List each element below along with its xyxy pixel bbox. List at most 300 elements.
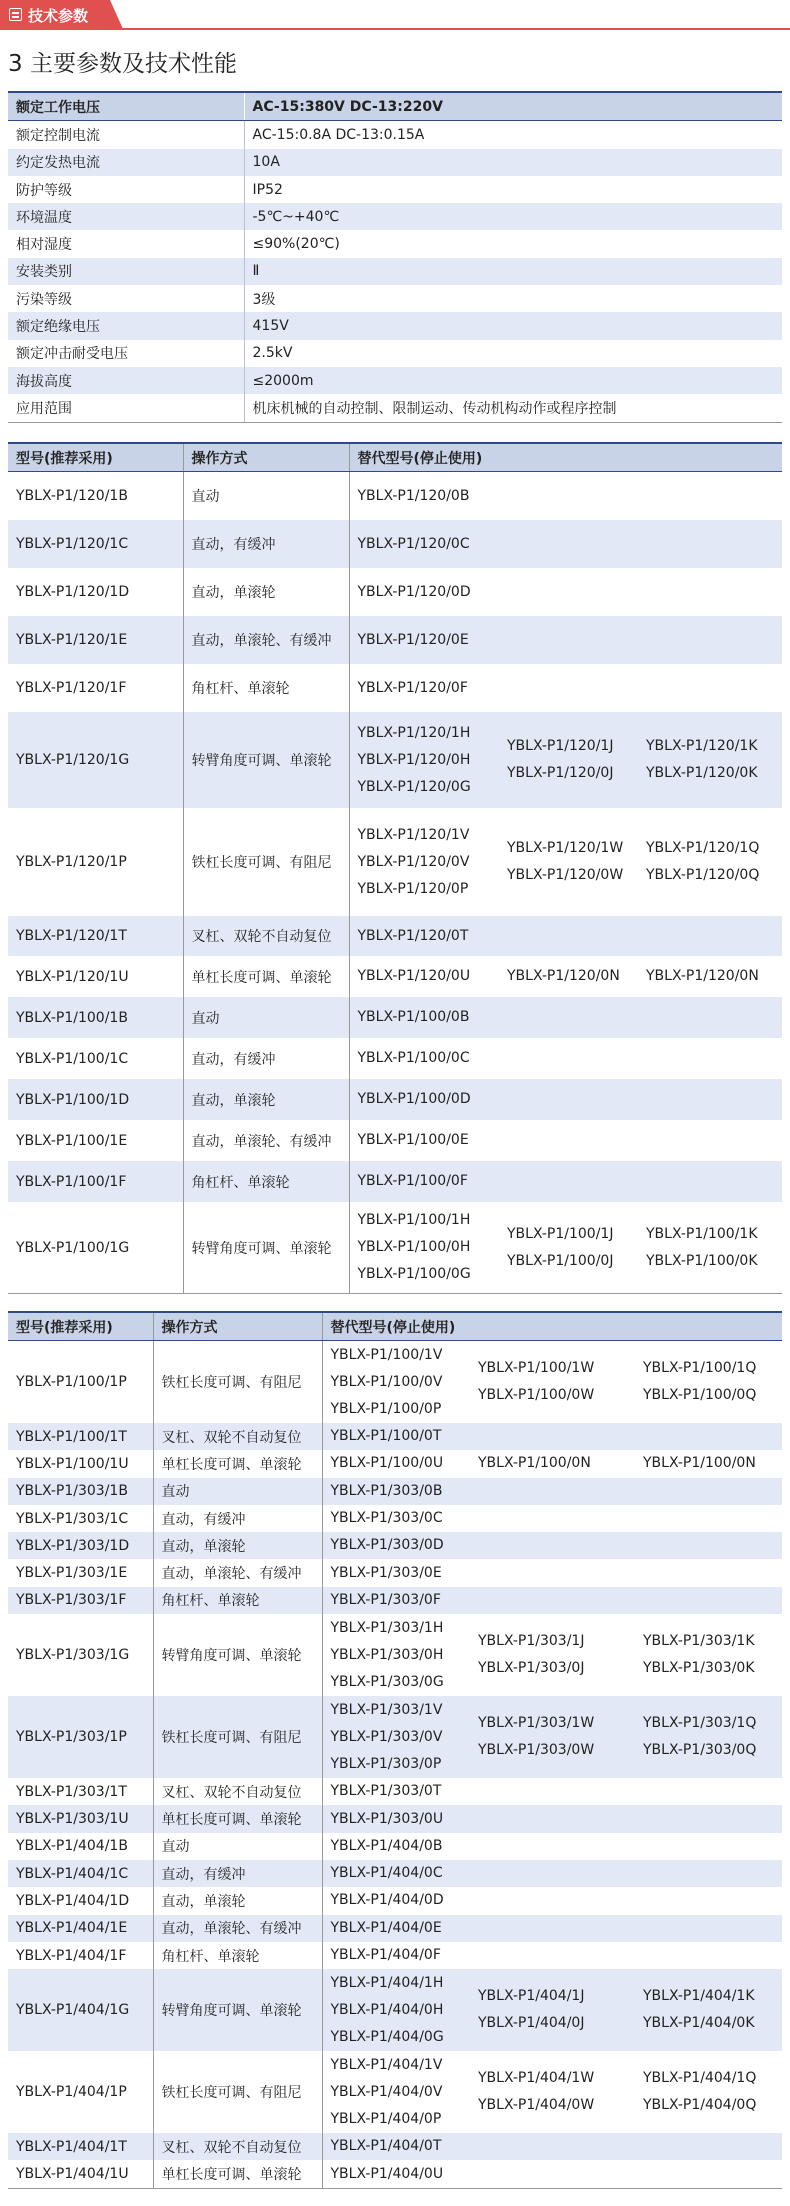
- operation-cell: 直动: [183, 472, 349, 521]
- replacement-model: YBLX-P1/100/0N: [478, 1455, 591, 1472]
- parameter-row: [8, 258, 782, 285]
- replacement-model: YBLX-P1/120/0K: [646, 765, 758, 781]
- replacement-cell: [499, 520, 638, 568]
- replacement-cell: [349, 1038, 499, 1079]
- replacement-cell: [638, 472, 782, 521]
- column-header: 替代型号(停止使用): [322, 1312, 782, 1341]
- replacement-model: YBLX-P1/100/1Q: [643, 1360, 757, 1376]
- replacement-cell: [470, 1887, 635, 1914]
- replacement-cell: [349, 472, 499, 521]
- operation-cell: 角杠杆、单滚轮: [183, 664, 349, 712]
- models-table-1: [8, 442, 782, 1294]
- replacement-model: YBLX-P1/100/0B: [357, 1009, 470, 1025]
- replacement-cell: [635, 1942, 782, 1969]
- replacement-cell: [499, 712, 638, 808]
- replacement-model: YBLX-P1/303/0F: [330, 1591, 441, 1608]
- replacement-cell: [322, 1969, 470, 2051]
- replacement-cell: [635, 2051, 782, 2133]
- replacement-cell: [322, 1505, 470, 1532]
- parameter-name: 额定绝缘电压: [8, 312, 244, 339]
- replacement-cell: [322, 1696, 470, 1778]
- table-row: [8, 1587, 782, 1614]
- replacement-model: YBLX-P1/303/0D: [330, 1537, 444, 1554]
- model-cell: YBLX-P1/303/1E: [8, 1559, 153, 1586]
- replacement-cell: [638, 616, 782, 664]
- table-row: [8, 1969, 782, 2051]
- operation-cell: 直动，有缓冲: [183, 520, 349, 568]
- replacement-cell: [470, 1559, 635, 1586]
- replacement-cell: [635, 1505, 782, 1532]
- operation-cell: 单杠长度可调、单滚轮: [153, 2160, 322, 2188]
- replacement-model: YBLX-P1/100/0Q: [643, 1387, 757, 1403]
- parameter-row: [8, 340, 782, 367]
- replacement-cell: [635, 1450, 782, 1477]
- replacement-model: YBLX-P1/303/1K: [643, 1633, 755, 1650]
- replacement-cell: [638, 808, 782, 916]
- replacement-model: YBLX-P1/120/0N: [646, 968, 759, 984]
- replacement-cell: [638, 1120, 782, 1161]
- replacement-cell: [635, 1805, 782, 1832]
- replacement-cell: [635, 1532, 782, 1559]
- replacement-cell: [322, 1478, 470, 1505]
- model-cell: YBLX-P1/120/1C: [8, 520, 183, 568]
- replacement-model: YBLX-P1/303/0V: [330, 1728, 443, 1745]
- replacement-cell: [322, 1341, 470, 1424]
- replacement-cell: [470, 1341, 635, 1424]
- replacement-cell: [322, 2051, 470, 2133]
- replacement-model: YBLX-P1/303/0H: [330, 1646, 444, 1663]
- model-cell: YBLX-P1/303/1F: [8, 1587, 153, 1614]
- replacement-model: YBLX-P1/404/0F: [330, 1947, 441, 1963]
- table-row: [8, 1038, 782, 1079]
- operation-cell: 单杠长度可调、单滚轮: [153, 1450, 322, 1477]
- replacement-model: YBLX-P1/303/0W: [478, 1742, 595, 1759]
- replacement-model: YBLX-P1/120/0P: [357, 880, 469, 897]
- operation-cell: 叉杠、双轮不自动复位: [183, 916, 349, 956]
- column-header: 操作方式: [183, 443, 349, 472]
- replacement-cell: [322, 1887, 470, 1914]
- replacement-cell: [470, 2133, 635, 2160]
- replacement-cell: [635, 1969, 782, 2051]
- replacement-model: YBLX-P1/100/0G: [357, 1266, 471, 1282]
- model-cell: YBLX-P1/120/1F: [8, 664, 183, 712]
- parameter-value: 3级: [252, 291, 276, 308]
- replacement-model: YBLX-P1/303/1H: [330, 1619, 444, 1636]
- table-row: [8, 1161, 782, 1202]
- replacement-cell: [638, 1161, 782, 1202]
- replacement-model: YBLX-P1/100/0H: [357, 1239, 471, 1255]
- replacement-model: YBLX-P1/303/0P: [330, 1755, 442, 1772]
- replacement-model: YBLX-P1/120/1Q: [646, 840, 760, 856]
- replacement-model: YBLX-P1/404/0K: [643, 2015, 755, 2032]
- table-row: [8, 1614, 782, 1696]
- operation-cell: 单杠长度可调、单滚轮: [183, 956, 349, 997]
- model-cell: YBLX-P1/100/1D: [8, 1079, 183, 1120]
- parameter-name: 海拔高度: [8, 367, 244, 394]
- replacement-model: YBLX-P1/120/0T: [357, 927, 469, 944]
- replacement-model: YBLX-P1/303/0T: [330, 1783, 442, 1800]
- models-table-2: [8, 1311, 782, 2189]
- replacement-model: YBLX-P1/404/1K: [643, 1988, 755, 2005]
- replacement-model: YBLX-P1/100/1W: [478, 1360, 595, 1376]
- parameter-name: 污染等级: [8, 285, 244, 312]
- parameter-value: ≤90%(20℃): [252, 236, 340, 253]
- replacement-cell: [499, 808, 638, 916]
- table-row: [8, 1478, 782, 1505]
- table-row: [8, 1942, 782, 1969]
- replacement-cell: [499, 568, 638, 616]
- replacement-cell: [499, 916, 638, 956]
- model-cell: YBLX-P1/404/1G: [8, 1969, 153, 2051]
- operation-cell: 直动，有缓冲: [153, 1860, 322, 1887]
- operation-cell: 直动，单滚轮、有缓冲: [183, 1120, 349, 1161]
- table-row: [8, 1778, 782, 1805]
- table-row: [8, 1202, 782, 1294]
- table-header-row: [8, 443, 782, 472]
- replacement-cell: [638, 1202, 782, 1294]
- operation-cell: 直动，单滚轮: [183, 568, 349, 616]
- table-row: [8, 1341, 782, 1424]
- replacement-cell: [349, 712, 499, 808]
- replacement-model: YBLX-P1/120/0G: [357, 778, 471, 795]
- model-cell: YBLX-P1/120/1D: [8, 568, 183, 616]
- replacement-cell: [322, 1942, 470, 1969]
- replacement-model: YBLX-P1/100/0F: [357, 1173, 468, 1189]
- operation-cell: 直动，有缓冲: [153, 1505, 322, 1532]
- parameter-value: AC-15:0.8A DC-13:0.15A: [252, 126, 425, 143]
- table-row: [8, 916, 782, 956]
- replacement-model: YBLX-P1/120/1V: [357, 826, 470, 843]
- replacement-cell: [638, 712, 782, 808]
- parameters-table: [8, 91, 782, 423]
- parameter-name: 安装类别: [8, 258, 244, 285]
- parameter-row: [8, 394, 782, 422]
- replacement-model: YBLX-P1/120/0B: [357, 487, 470, 504]
- replacement-model: YBLX-P1/120/0F: [357, 679, 468, 696]
- table-row: [8, 1079, 782, 1120]
- replacement-model: YBLX-P1/303/1J: [478, 1633, 585, 1650]
- replacement-cell: [349, 664, 499, 712]
- replacement-model: YBLX-P1/404/0V: [330, 2083, 443, 2100]
- replacement-model: YBLX-P1/100/0U: [330, 1455, 444, 1472]
- operation-cell: 角杠杆、单滚轮: [153, 1587, 322, 1614]
- document-icon: [9, 8, 22, 21]
- replacement-cell: [638, 916, 782, 956]
- replacement-model: YBLX-P1/100/1K: [646, 1225, 758, 1242]
- parameter-value: 10A: [244, 149, 782, 176]
- replacement-cell: [322, 1532, 470, 1559]
- replacement-model: YBLX-P1/100/1J: [507, 1225, 614, 1242]
- parameter-value: 2.5kV: [252, 345, 293, 362]
- replacement-cell: [470, 1505, 635, 1532]
- replacement-cell: [499, 616, 638, 664]
- replacement-cell: [635, 1696, 782, 1778]
- replacement-cell: [349, 916, 499, 956]
- section-tag-label: 技术参数: [28, 7, 89, 25]
- operation-cell: 铁杠长度可调、有阻尼: [183, 808, 349, 916]
- parameter-row: [8, 176, 782, 203]
- replacement-model: YBLX-P1/404/0G: [330, 2028, 444, 2045]
- replacement-cell: [470, 1614, 635, 1696]
- parameter-row: [8, 285, 782, 312]
- model-cell: YBLX-P1/100/1P: [8, 1341, 153, 1424]
- replacement-cell: [322, 1450, 470, 1477]
- replacement-model: YBLX-P1/303/1W: [478, 1715, 595, 1732]
- replacement-model: YBLX-P1/100/0J: [507, 1252, 614, 1269]
- operation-cell: 直动，单滚轮: [153, 1532, 322, 1559]
- replacement-cell: [499, 664, 638, 712]
- replacement-model: YBLX-P1/100/0E: [357, 1132, 469, 1148]
- replacement-cell: [322, 1423, 470, 1450]
- parameter-value: 机床机械的自动控制、限制运动、传动机构动作或程序控制: [244, 394, 782, 422]
- replacement-model: YBLX-P1/404/0T: [330, 2138, 442, 2155]
- column-header: 操作方式: [153, 1312, 322, 1341]
- header-divider: [0, 28, 790, 30]
- operation-cell: 转臂角度可调、单滚轮: [153, 1614, 322, 1696]
- replacement-model: YBLX-P1/303/0Q: [643, 1742, 757, 1759]
- replacement-cell: [470, 1969, 635, 2051]
- parameter-name: 额定控制电流: [8, 121, 244, 149]
- replacement-model: YBLX-P1/120/0U: [357, 968, 471, 984]
- parameter-value: 415V: [244, 312, 782, 339]
- parameters-header-row: [8, 92, 782, 121]
- model-cell: YBLX-P1/303/1U: [8, 1805, 153, 1832]
- model-cell: YBLX-P1/404/1E: [8, 1915, 153, 1942]
- replacement-model: YBLX-P1/120/0N: [507, 968, 620, 984]
- replacement-model: YBLX-P1/404/1Q: [643, 2070, 757, 2087]
- table-row: [8, 1120, 782, 1161]
- replacement-cell: [635, 1478, 782, 1505]
- operation-cell: 铁杠长度可调、有阻尼: [153, 1696, 322, 1778]
- replacement-cell: [322, 1805, 470, 1832]
- replacement-cell: [470, 1860, 635, 1887]
- model-cell: YBLX-P1/303/1T: [8, 1778, 153, 1805]
- model-cell: YBLX-P1/100/1U: [8, 1450, 153, 1477]
- replacement-cell: [635, 1423, 782, 1450]
- table-row: [8, 2160, 782, 2188]
- table-row: [8, 1805, 782, 1832]
- column-header: 型号(推荐采用): [8, 443, 183, 472]
- replacement-model: YBLX-P1/120/0J: [507, 765, 614, 781]
- parameter-name: 额定工作电压: [8, 92, 244, 121]
- replacement-cell: [349, 808, 499, 916]
- operation-cell: 直动: [153, 1833, 322, 1860]
- operation-cell: 叉杠、双轮不自动复位: [153, 1423, 322, 1450]
- parameter-value: Ⅱ: [244, 258, 782, 285]
- replacement-cell: [322, 1833, 470, 1860]
- table-row: [8, 1887, 782, 1914]
- replacement-model: YBLX-P1/120/1H: [357, 724, 471, 741]
- operation-cell: 直动，单滚轮、有缓冲: [153, 1559, 322, 1586]
- operation-cell: 单杠长度可调、单滚轮: [153, 1805, 322, 1832]
- parameter-name: 相对湿度: [8, 230, 244, 257]
- replacement-cell: [349, 997, 499, 1038]
- replacement-model: YBLX-P1/120/1W: [507, 840, 624, 856]
- replacement-model: YBLX-P1/404/0E: [330, 1919, 442, 1936]
- replacement-cell: [470, 1587, 635, 1614]
- replacement-model: YBLX-P1/100/0N: [643, 1455, 756, 1472]
- replacement-cell: [349, 568, 499, 616]
- replacement-model: YBLX-P1/100/1H: [357, 1212, 471, 1228]
- table-row: [8, 1559, 782, 1586]
- replacement-cell: [470, 1423, 635, 1450]
- replacement-cell: [499, 1202, 638, 1294]
- replacement-cell: [349, 1079, 499, 1120]
- replacement-model: YBLX-P1/120/0D: [357, 583, 471, 600]
- table-row: [8, 568, 782, 616]
- model-cell: YBLX-P1/100/1E: [8, 1120, 183, 1161]
- replacement-cell: [349, 520, 499, 568]
- model-cell: YBLX-P1/120/1B: [8, 472, 183, 521]
- replacement-cell: [322, 1559, 470, 1586]
- replacement-cell: [635, 1614, 782, 1696]
- replacement-model: YBLX-P1/404/0C: [330, 1865, 443, 1882]
- operation-cell: 转臂角度可调、单滚轮: [183, 712, 349, 808]
- table-row: [8, 1915, 782, 1942]
- table-row: [8, 1505, 782, 1532]
- table-row: [8, 1450, 782, 1477]
- replacement-cell: [635, 1915, 782, 1942]
- replacement-model: YBLX-P1/303/0C: [330, 1510, 443, 1527]
- replacement-model: YBLX-P1/120/0E: [357, 631, 469, 648]
- replacement-cell: [635, 1559, 782, 1586]
- replacement-model: YBLX-P1/120/0H: [357, 751, 471, 768]
- replacement-cell: [635, 1833, 782, 1860]
- model-cell: YBLX-P1/120/1E: [8, 616, 183, 664]
- replacement-cell: [470, 1833, 635, 1860]
- page-title: 3 主要参数及技术性能: [8, 51, 237, 77]
- table-row: [8, 712, 782, 808]
- replacement-cell: [635, 1587, 782, 1614]
- operation-cell: 叉杠、双轮不自动复位: [153, 1778, 322, 1805]
- parameter-row: [8, 312, 782, 339]
- replacement-model: YBLX-P1/120/0C: [357, 535, 470, 552]
- table-row: [8, 2051, 782, 2133]
- replacement-model: YBLX-P1/100/0V: [330, 1373, 443, 1390]
- replacement-model: YBLX-P1/404/1H: [330, 1974, 444, 1991]
- parameter-name: 应用范围: [8, 394, 244, 422]
- replacement-cell: [499, 1079, 638, 1120]
- table-row: [8, 956, 782, 997]
- model-cell: YBLX-P1/303/1G: [8, 1614, 153, 1696]
- model-cell: YBLX-P1/100/1B: [8, 997, 183, 1038]
- replacement-model: YBLX-P1/303/0U: [330, 1810, 444, 1827]
- table-row: [8, 1532, 782, 1559]
- model-cell: YBLX-P1/404/1C: [8, 1860, 153, 1887]
- replacement-cell: [638, 1038, 782, 1079]
- replacement-cell: [322, 1587, 470, 1614]
- replacement-cell: [499, 1120, 638, 1161]
- replacement-cell: [470, 1478, 635, 1505]
- replacement-cell: [638, 956, 782, 997]
- operation-cell: 直动，单滚轮: [153, 1887, 322, 1914]
- operation-cell: 铁杠长度可调、有阻尼: [153, 2051, 322, 2133]
- replacement-model: YBLX-P1/120/1J: [507, 738, 614, 754]
- table-row: [8, 616, 782, 664]
- operation-cell: 直动，有缓冲: [183, 1038, 349, 1079]
- replacement-model: YBLX-P1/100/0P: [330, 1400, 442, 1417]
- parameter-value: ≤2000m: [244, 367, 782, 394]
- model-cell: YBLX-P1/100/1F: [8, 1161, 183, 1202]
- replacement-model: YBLX-P1/404/0D: [330, 1892, 444, 1909]
- table-row: [8, 997, 782, 1038]
- replacement-model: YBLX-P1/100/0W: [478, 1387, 595, 1403]
- replacement-cell: [638, 997, 782, 1038]
- model-cell: YBLX-P1/303/1B: [8, 1478, 153, 1505]
- replacement-model: YBLX-P1/404/1V: [330, 2056, 443, 2073]
- model-cell: YBLX-P1/404/1B: [8, 1833, 153, 1860]
- replacement-cell: [470, 2051, 635, 2133]
- replacement-cell: [349, 1202, 499, 1294]
- replacement-cell: [349, 616, 499, 664]
- replacement-cell: [638, 568, 782, 616]
- replacement-cell: [638, 520, 782, 568]
- replacement-cell: [470, 1915, 635, 1942]
- model-cell: YBLX-P1/303/1C: [8, 1505, 153, 1532]
- parameter-row: [8, 121, 782, 149]
- replacement-cell: [470, 1450, 635, 1477]
- table-row: [8, 664, 782, 712]
- replacement-cell: [322, 2133, 470, 2160]
- replacement-cell: [470, 1942, 635, 1969]
- replacement-cell: [635, 2133, 782, 2160]
- replacement-cell: [349, 1161, 499, 1202]
- replacement-model: YBLX-P1/120/0V: [357, 853, 470, 870]
- replacement-cell: [499, 472, 638, 521]
- model-cell: YBLX-P1/120/1P: [8, 808, 183, 916]
- replacement-model: YBLX-P1/303/0J: [478, 1660, 585, 1677]
- replacement-cell: [499, 997, 638, 1038]
- replacement-model: YBLX-P1/404/0U: [330, 2165, 444, 2182]
- model-cell: YBLX-P1/303/1D: [8, 1532, 153, 1559]
- parameter-row: [8, 230, 782, 257]
- replacement-model: YBLX-P1/100/0T: [330, 1428, 442, 1445]
- parameter-name: 约定发热电流: [8, 149, 244, 176]
- replacement-cell: [499, 956, 638, 997]
- replacement-model: YBLX-P1/404/1J: [478, 1988, 585, 2005]
- parameter-row: [8, 203, 782, 230]
- model-cell: YBLX-P1/404/1P: [8, 2051, 153, 2133]
- table-row: [8, 1860, 782, 1887]
- model-cell: YBLX-P1/404/1U: [8, 2160, 153, 2188]
- replacement-cell: [499, 1161, 638, 1202]
- table-row: [8, 1696, 782, 1778]
- replacement-cell: [470, 2160, 635, 2188]
- model-cell: YBLX-P1/100/1C: [8, 1038, 183, 1079]
- operation-cell: 角杠杆、单滚轮: [153, 1942, 322, 1969]
- table-header-row: [8, 1312, 782, 1341]
- parameter-value: AC-15:380V DC-13:220V: [244, 92, 782, 121]
- model-cell: YBLX-P1/404/1T: [8, 2133, 153, 2160]
- replacement-cell: [638, 1079, 782, 1120]
- replacement-cell: [470, 1778, 635, 1805]
- operation-cell: 叉杠、双轮不自动复位: [153, 2133, 322, 2160]
- parameter-value: IP52: [252, 181, 283, 198]
- replacement-model: YBLX-P1/100/0D: [357, 1091, 471, 1107]
- replacement-cell: [322, 1614, 470, 1696]
- replacement-model: YBLX-P1/404/0J: [478, 2015, 585, 2032]
- replacement-model: YBLX-P1/120/0W: [507, 867, 624, 883]
- replacement-cell: [638, 664, 782, 712]
- replacement-cell: [349, 956, 499, 997]
- replacement-cell: [635, 1778, 782, 1805]
- replacement-cell: [635, 1887, 782, 1914]
- table-row: [8, 520, 782, 568]
- replacement-model: YBLX-P1/100/0K: [646, 1252, 758, 1269]
- operation-cell: 铁杠长度可调、有阻尼: [153, 1341, 322, 1424]
- replacement-cell: [470, 1696, 635, 1778]
- parameter-name: 额定冲击耐受电压: [8, 340, 244, 367]
